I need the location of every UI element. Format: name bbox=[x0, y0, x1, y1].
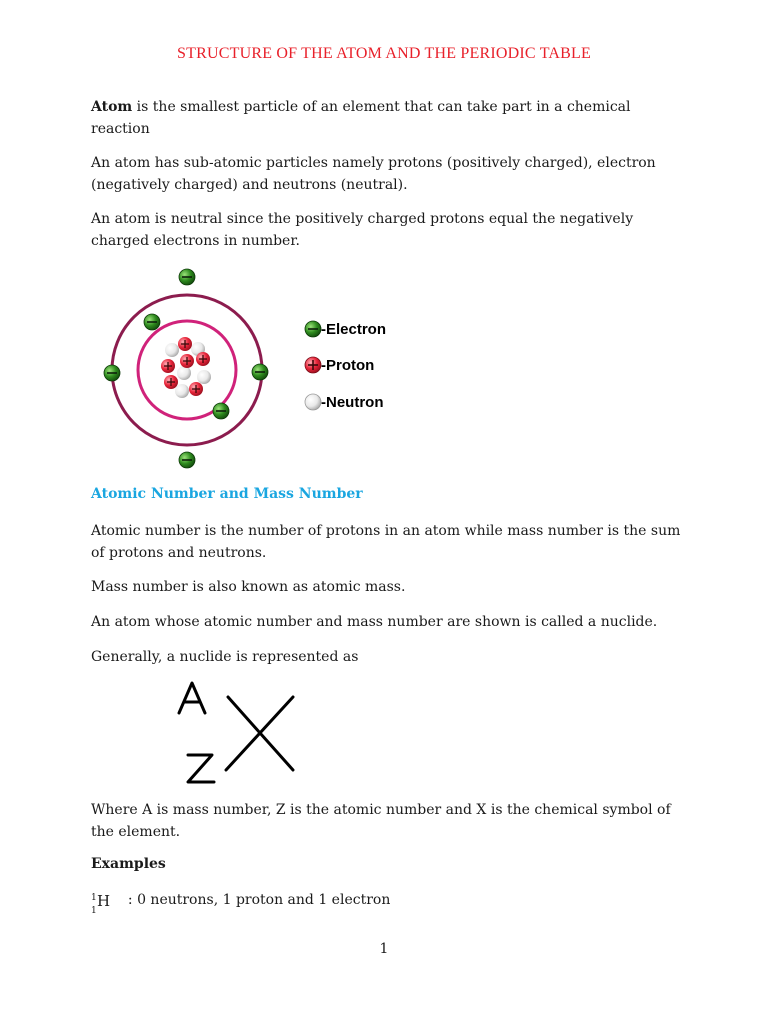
electron-inner-bottom-right bbox=[213, 403, 229, 419]
electron-left bbox=[104, 365, 120, 381]
section-heading-atomic-mass-number: Atomic Number and Mass Number bbox=[91, 486, 363, 502]
examples-heading: Examples bbox=[91, 856, 166, 872]
electron-bottom bbox=[179, 452, 195, 468]
example-hydrogen bbox=[91, 889, 391, 916]
page-number: 1 bbox=[379, 941, 389, 957]
atom-definition-paragraph bbox=[91, 96, 681, 140]
nuclide-notation-figure bbox=[168, 675, 308, 790]
atomic-number-paragraph: Atomic number is the number of protons in an atom while mass number is the sum of protons and neutrons. bbox=[91, 523, 681, 561]
document-title: STRUCTURE OF THE ATOM AND THE PERIODIC TABLE bbox=[177, 45, 591, 62]
hydrogen-mass-number: 1 bbox=[91, 893, 97, 903]
neutron-legend-icon bbox=[305, 394, 321, 410]
nuclide-definition-paragraph: An atom whose atomic number and mass number are shown is called a nuclide. bbox=[91, 614, 658, 630]
hydrogen-description: : 0 neutrons, 1 proton and 1 electron bbox=[119, 892, 391, 908]
subatomic-paragraph: An atom has sub-atomic particles namely protons (positively charged), electron (negatively charged) and neutrons (neutral). bbox=[91, 155, 656, 193]
electron-inner-top-left bbox=[144, 314, 160, 330]
definition-paragraph: Where A is mass number, Z is the atomic number and X is the chemical symbol of the element. bbox=[91, 802, 671, 840]
atomic-mass-paragraph: Mass number is also known as atomic mass. bbox=[91, 579, 406, 595]
nuclide-letter-x bbox=[226, 697, 293, 770]
hydrogen-symbol: H bbox=[97, 892, 111, 910]
legend-electron bbox=[305, 321, 386, 338]
nuclide-letter-z bbox=[188, 755, 214, 782]
hydrogen-nuclide-symbol bbox=[91, 889, 119, 916]
nuclide-representation-paragraph: Generally, a nuclide is represented as bbox=[91, 649, 359, 665]
legend-electron-label: -Electron bbox=[321, 321, 387, 338]
legend-neutron-label: -Neutron bbox=[321, 394, 384, 411]
electron-top bbox=[179, 269, 195, 285]
atom-definition-text: is the smallest particle of an element that can take part in a chemical reaction bbox=[91, 99, 631, 137]
nucleus bbox=[161, 337, 211, 398]
legend-neutron bbox=[305, 394, 384, 411]
neutral-atom-paragraph: An atom is neutral since the positively charged protons equal the negatively charged electrons in number. bbox=[91, 211, 634, 249]
hydrogen-atomic-number: 1 bbox=[91, 906, 97, 916]
electron-right bbox=[252, 364, 268, 380]
atom-diagram bbox=[92, 265, 392, 475]
nuclide-letter-a bbox=[179, 683, 205, 713]
legend-proton bbox=[305, 357, 374, 374]
atom-term: Atom bbox=[91, 99, 133, 115]
legend-proton-label: -Proton bbox=[321, 357, 375, 374]
